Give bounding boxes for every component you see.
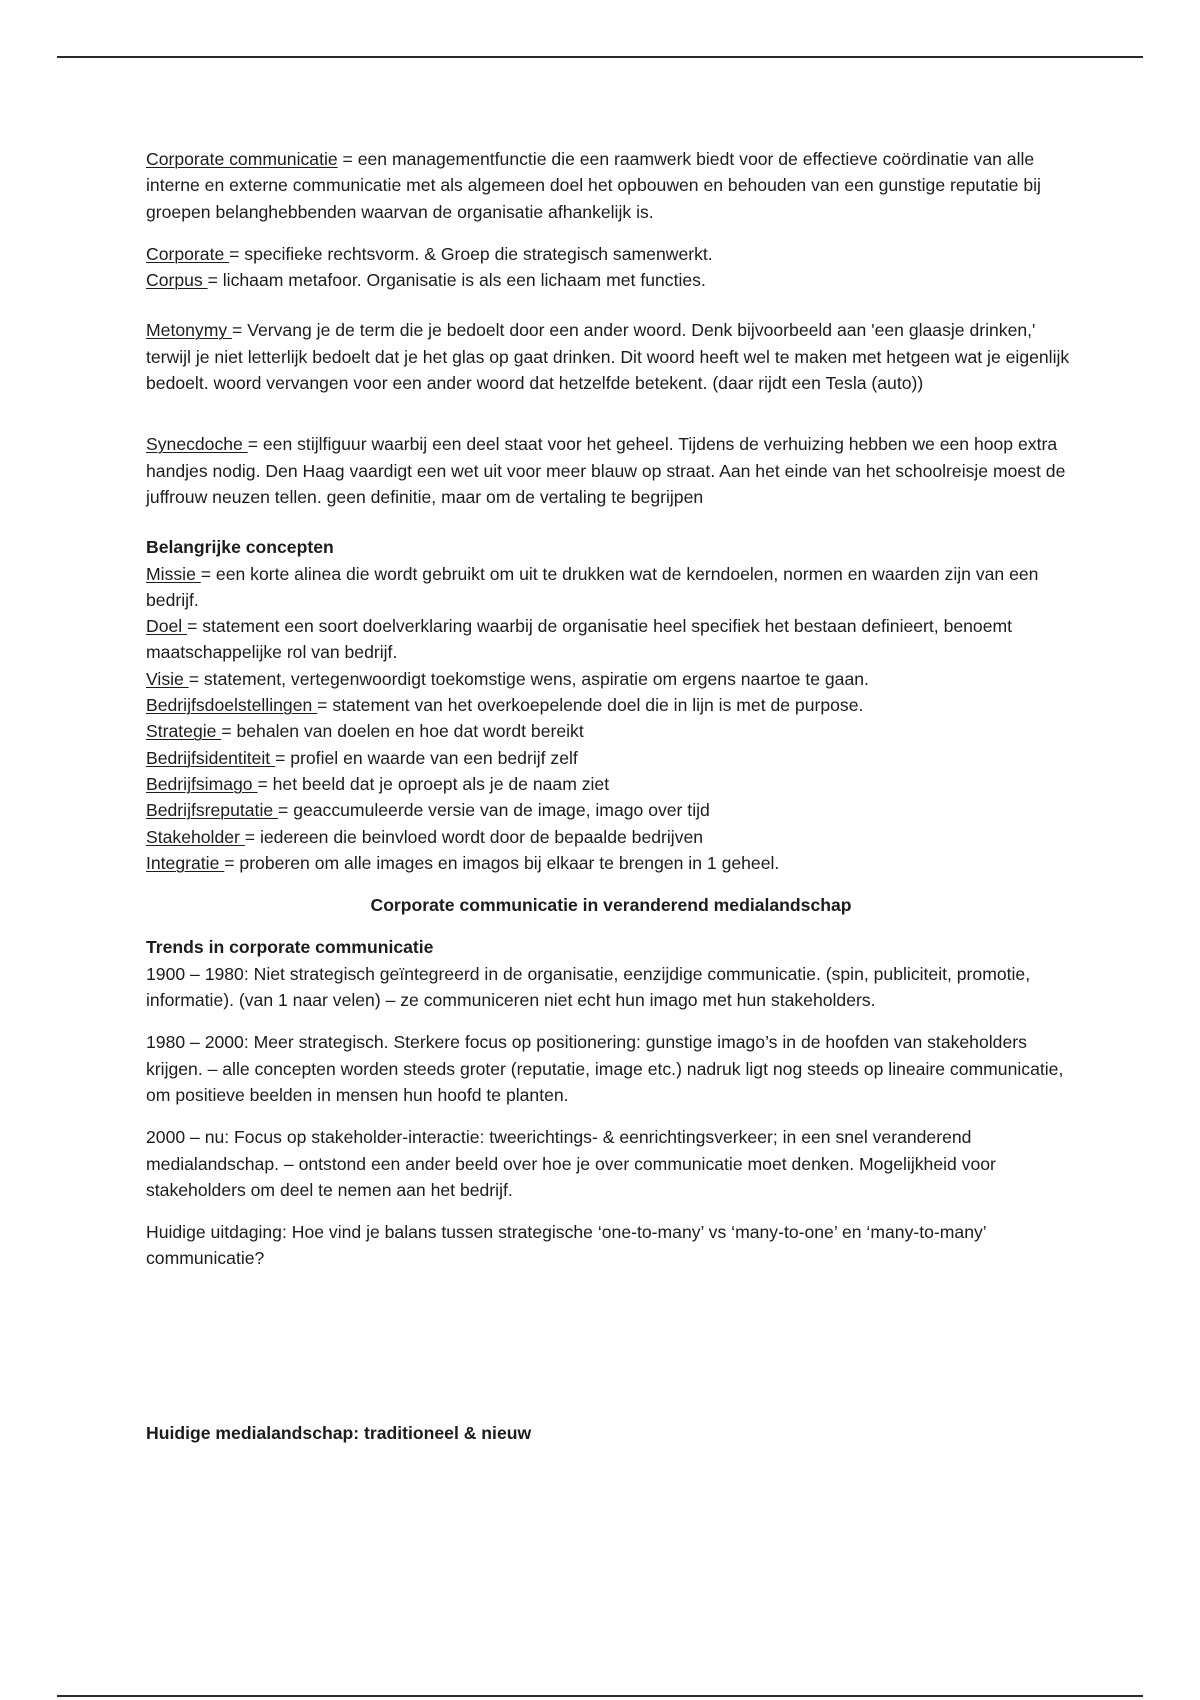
term: Corpus <box>146 270 208 291</box>
concept-bedrijfsidentiteit <box>146 745 1076 771</box>
footer-rule <box>57 1695 1143 1697</box>
header-rule <box>57 56 1143 58</box>
definition-text: = statement een soort doelverklaring waarbij de organisatie heel specifiek het bestaan definieert, benoemt maatschappelijke rol van bedrijf. <box>146 616 1013 663</box>
definition-text: = statement, vertegenwoordigt toekomstige wens, aspiratie om ergens naartoe te gaan. <box>188 668 869 689</box>
concept-missie <box>146 561 1076 614</box>
definition-text: = het beeld dat je oproept als je de naam ziet <box>257 773 610 794</box>
concept-bedrijfsdoelstellingen <box>146 692 1076 718</box>
term: Doel <box>146 616 188 637</box>
concept-stakeholder <box>146 824 1076 850</box>
term: Integratie <box>146 852 225 873</box>
term: Corporate communicatie <box>146 149 338 169</box>
concept-visie <box>146 666 1076 692</box>
term: Strategie <box>146 721 222 742</box>
definition-metonymy <box>146 317 1076 396</box>
trend-paragraph: 1900 – 1980: Niet strategisch geïntegreerd in de organisatie, eenzijdige communicatie. (spin, publiciteit, promotie, informatie). (van 1 naar velen) – ze communiceren niet echt hun imago met hun stakeholders. <box>146 963 1031 1011</box>
trends-heading: Trends in corporate communicatie <box>146 937 434 958</box>
term: Stakeholder <box>146 826 245 847</box>
concepts-heading: Belangrijke concepten <box>146 537 334 558</box>
concept-bedrijfsreputatie <box>146 797 1076 823</box>
trend-paragraph: Huidige uitdaging: Hoe vind je balans tussen strategische ‘one-to-many’ vs ‘many-to-one’ en ‘many-to-many’ communicatie? <box>146 1222 987 1269</box>
definition-text: = statement van het overkoepelende doel die in lijn is met de purpose. <box>317 695 864 716</box>
definition-text: = profiel en waarde van een bedrijf zelf <box>275 747 578 768</box>
term: Bedrijfsidentiteit <box>146 747 276 768</box>
concept-doel <box>146 613 1076 666</box>
term: Metonymy <box>146 320 233 341</box>
definition-synecdoche <box>146 431 1076 510</box>
definition-corpus <box>146 267 1076 293</box>
concepts-list <box>146 561 1076 877</box>
definition-corporate <box>146 241 1076 267</box>
definition-text: = Vervang je de term die je bedoelt door een ander woord. Denk bijvoorbeeld aan 'een glaasje drinken,' terwijl je niet letterlijk bedoelt dat je het glas op gaat drinken. Dit woord heeft wel te maken met hetgeen wat je eigenlijk bedoelt. woord vervangen voor een ander woord dat hetzelfde betekent. (daar rijdt een Tesla (auto)) <box>146 320 1070 394</box>
definition-text: = een stijlfiguur waarbij een deel staat voor het geheel. Tijdens de verhuizing hebben we een hoop extra handjes nodig. Den Haag vaardigt een wet uit voor meer blauw op straat. Aan het einde van het schoolreisje moest de juffrouw neuzen tellen. geen definitie, maar om de vertaling te begrijpen <box>146 434 1066 507</box>
trend-paragraph: 2000 – nu: Focus op stakeholder-interactie: tweerichtings- & eenrichtingsverkeer; in een snel veranderend medialandschap. – ontstond een ander beeld over hoe je over communicatie moet denken. Mogelijkheid voor stakeholders om deel te nemen aan het bedrijf. <box>146 1127 996 1200</box>
definition-text: = een korte alinea die wordt gebruikt om uit te drukken wat de kerndoelen, normen en waarden zijn van een bedrijf. <box>146 563 1039 610</box>
term: Bedrijfsimago <box>146 773 258 794</box>
term: Bedrijfsdoelstellingen <box>146 695 318 716</box>
section-title: Corporate communicatie in veranderend medialandschap <box>370 895 852 916</box>
definition-text: = een managementfunctie die een raamwerk biedt voor de effectieve coördinatie van alle interne en externe communicatie met als algemeen doel het opbouwen en behouden van een gunstige reputatie bij groepen belanghebbenden waarvan de organisatie afhankelijk is. <box>146 149 1041 222</box>
definition-text: = iedereen die beinvloed wordt door de bepaalde bedrijven <box>244 826 704 847</box>
media-heading: Huidige medialandschap: traditioneel & nieuw <box>146 1422 532 1443</box>
term: Corporate <box>146 243 230 264</box>
definition-text: = behalen van doelen en hoe dat wordt bereikt <box>221 721 584 742</box>
concept-bedrijfsimago <box>146 771 1076 797</box>
concept-integratie <box>146 850 1076 876</box>
term: Bedrijfsreputatie <box>146 800 279 821</box>
term: Synecdoche <box>146 434 248 455</box>
trend-paragraph: 1980 – 2000: Meer strategisch. Sterkere focus op positionering: gunstige imago’s in de hoofden van stakeholders krijgen. – alle concepten worden steeds groter (reputatie, image etc.) nadruk ligt nog steeds op lineaire communicatie, om positieve beelden in mensen hun hoofd te planten. <box>146 1032 1064 1105</box>
definition-text: = specifieke rechtsvorm. & Groep die strategisch samenwerkt. <box>229 243 713 264</box>
definition-text: = proberen om alle images en imagos bij elkaar te brengen in 1 geheel. <box>224 852 780 873</box>
term: Missie <box>146 563 201 584</box>
definition-corporate-communicatie <box>146 146 1076 225</box>
concept-strategie <box>146 718 1076 744</box>
document-body <box>146 146 1076 1446</box>
term: Visie <box>146 668 189 689</box>
definition-text: = geaccumuleerde versie van de image, imago over tijd <box>278 800 710 821</box>
definition-text: = lichaam metafoor. Organisatie is als een lichaam met functies. <box>207 270 706 291</box>
